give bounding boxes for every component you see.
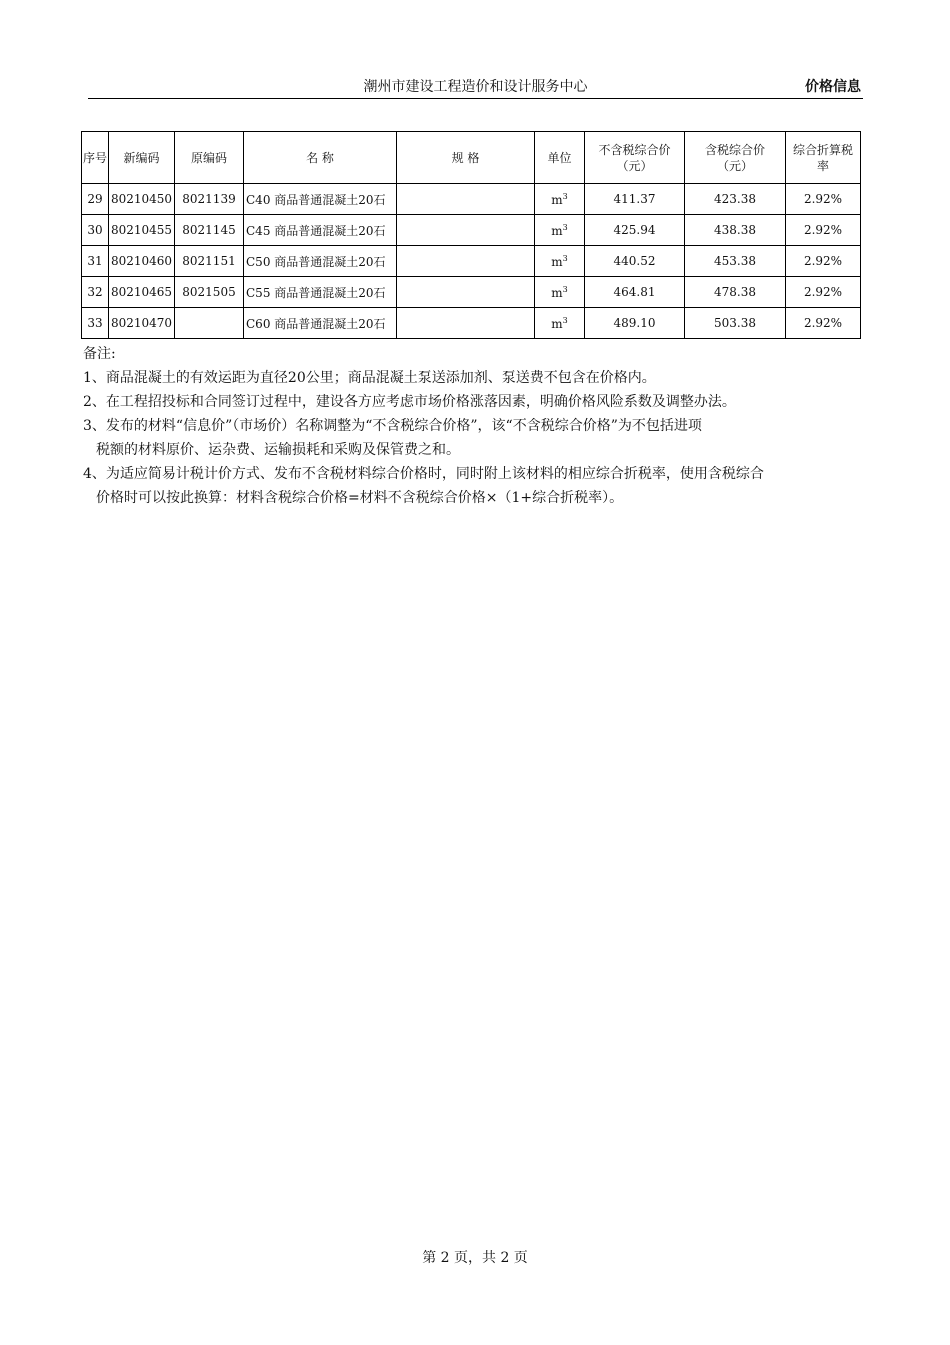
notes-title: 备注: <box>83 346 116 362</box>
cell-unit <box>535 215 585 246</box>
page-number: 第 2 页，共 2 页 <box>422 1250 528 1266</box>
cell-price-inc-tax: 453.38 <box>685 246 786 277</box>
unit-exponent: 3 <box>562 191 568 201</box>
cell-spec <box>397 277 535 308</box>
price-table <box>81 131 861 339</box>
col-header-unit: 单位 <box>535 132 585 184</box>
notes-section <box>83 342 863 510</box>
cell-price-ex-tax: 489.10 <box>585 308 685 339</box>
cell-spec <box>397 184 535 215</box>
cell-price-ex-tax: 425.94 <box>585 215 685 246</box>
note-item: 4、为适应简易计税计价方式、发布不含税材料综合价格时，同时附上该材料的相应综合折税率，使用含税综合 <box>83 466 764 482</box>
table-row <box>82 215 861 246</box>
col-header-spec: 规 格 <box>397 132 535 184</box>
cell-name: C50 商品普通混凝土20石 <box>244 246 397 277</box>
unit-exponent: 3 <box>562 253 568 263</box>
organization-title: 潮州市建设工程造价和设计服务中心 <box>363 79 588 95</box>
cell-tax-rate: 2.92% <box>786 277 861 308</box>
unit-base: m <box>551 285 563 300</box>
col-header-price-ex-tax: 不含税综合价（元） <box>585 132 685 184</box>
col-header-seq: 序号 <box>82 132 109 184</box>
note-item: 3、发布的材料“信息价”（市场价）名称调整为“不含税综合价格”，该“不含税综合价格”为不包括进项 <box>83 418 702 434</box>
cell-tax-rate: 2.92% <box>786 246 861 277</box>
cell-name: C45 商品普通混凝土20石 <box>244 215 397 246</box>
cell-tax-rate: 2.92% <box>786 215 861 246</box>
col-header-new-code: 新编码 <box>109 132 175 184</box>
cell-name: C40 商品普通混凝土20石 <box>244 184 397 215</box>
table-row <box>82 246 861 277</box>
cell-spec <box>397 308 535 339</box>
cell-price-inc-tax: 438.38 <box>685 215 786 246</box>
table-row <box>82 277 861 308</box>
note-item-continuation: 税额的材料原价、运杂费、运输损耗和采购及保管费之和。 <box>96 442 460 458</box>
cell-seq: 31 <box>82 246 109 277</box>
cell-seq: 32 <box>82 277 109 308</box>
unit-exponent: 3 <box>562 222 568 232</box>
cell-new-code: 80210470 <box>109 308 175 339</box>
note-item-continuation: 价格时可以按此换算：材料含税综合价格=材料不含税综合价格×（1+综合折税率）。 <box>96 490 624 506</box>
unit-base: m <box>551 223 563 238</box>
cell-new-code: 80210450 <box>109 184 175 215</box>
table-row <box>82 184 861 215</box>
cell-price-inc-tax: 503.38 <box>685 308 786 339</box>
cell-price-inc-tax: 478.38 <box>685 277 786 308</box>
cell-seq: 29 <box>82 184 109 215</box>
unit-base: m <box>551 316 563 331</box>
note-item: 1、商品混凝土的有效运距为直径20公里；商品混凝土泵送添加剂、泵送费不包含在价格内。 <box>83 370 656 386</box>
cell-old-code: 8021139 <box>175 184 244 215</box>
cell-price-ex-tax: 411.37 <box>585 184 685 215</box>
cell-name: C60 商品普通混凝土20石 <box>244 308 397 339</box>
cell-old-code: 8021505 <box>175 277 244 308</box>
col-header-tax-rate: 综合折算税率 <box>786 132 861 184</box>
cell-price-ex-tax: 440.52 <box>585 246 685 277</box>
page-header <box>88 78 863 99</box>
cell-new-code: 80210465 <box>109 277 175 308</box>
section-title: 价格信息 <box>805 79 861 95</box>
cell-name: C55 商品普通混凝土20石 <box>244 277 397 308</box>
cell-price-ex-tax: 464.81 <box>585 277 685 308</box>
cell-old-code: 8021145 <box>175 215 244 246</box>
cell-price-inc-tax: 423.38 <box>685 184 786 215</box>
cell-seq: 33 <box>82 308 109 339</box>
unit-exponent: 3 <box>562 315 568 325</box>
unit-exponent: 3 <box>562 284 568 294</box>
cell-tax-rate: 2.92% <box>786 308 861 339</box>
col-header-price-inc-tax: 含税综合价（元） <box>685 132 786 184</box>
cell-old-code: 8021151 <box>175 246 244 277</box>
unit-base: m <box>551 192 563 207</box>
cell-spec <box>397 246 535 277</box>
cell-new-code: 80210455 <box>109 215 175 246</box>
col-header-name: 名 称 <box>244 132 397 184</box>
cell-old-code <box>175 308 244 339</box>
cell-unit <box>535 246 585 277</box>
cell-new-code: 80210460 <box>109 246 175 277</box>
unit-base: m <box>551 254 563 269</box>
note-item: 2、在工程招投标和合同签订过程中，建设各方应考虑市场价格涨落因素，明确价格风险系数及调整办法。 <box>83 394 736 410</box>
table-header-row <box>82 132 861 184</box>
col-header-old-code: 原编码 <box>175 132 244 184</box>
cell-tax-rate: 2.92% <box>786 184 861 215</box>
cell-seq: 30 <box>82 215 109 246</box>
cell-unit <box>535 277 585 308</box>
cell-unit <box>535 184 585 215</box>
cell-unit <box>535 308 585 339</box>
cell-spec <box>397 215 535 246</box>
table-row <box>82 308 861 339</box>
